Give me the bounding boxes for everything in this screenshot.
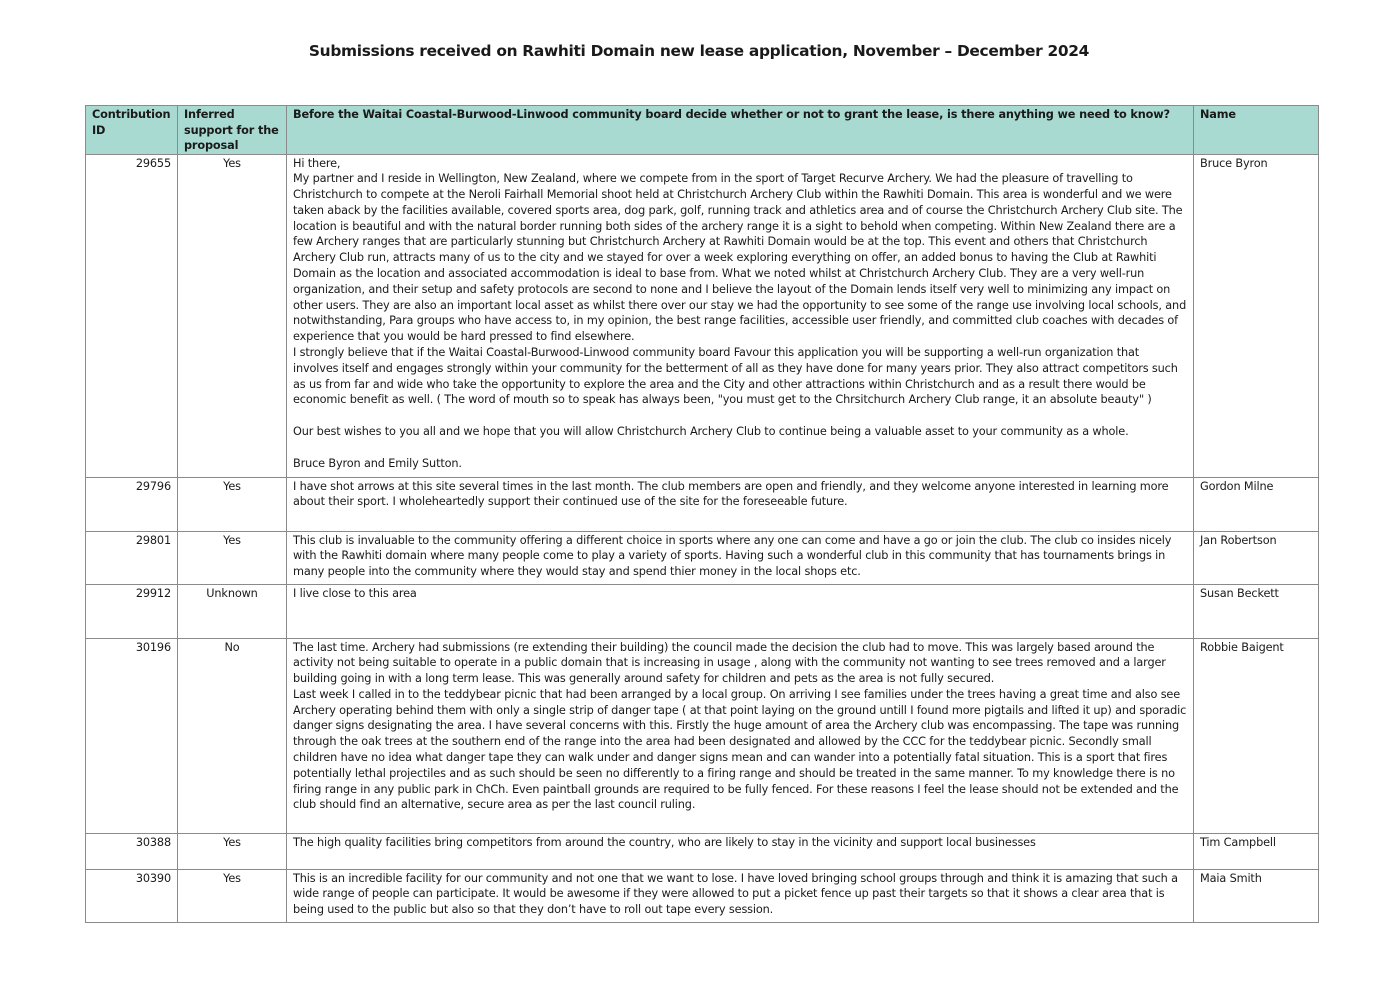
table-row xyxy=(86,833,1319,869)
submitter-name: Maia Smith xyxy=(1194,869,1319,922)
table-row xyxy=(86,477,1319,531)
submission-comment xyxy=(287,833,1194,869)
contribution-id: 29796 xyxy=(86,477,178,531)
table-header-row xyxy=(86,106,1319,155)
contribution-id: 30196 xyxy=(86,638,178,833)
table-row xyxy=(86,584,1319,638)
submission-comment xyxy=(287,531,1194,584)
submissions-table xyxy=(85,105,1319,923)
table-row xyxy=(86,531,1319,584)
comment-paragraph: Hi there, xyxy=(293,156,341,170)
inferred-support: Unknown xyxy=(178,584,287,638)
contribution-id: 29912 xyxy=(86,584,178,638)
comment-paragraph: My partner and I reside in Wellington, New Zealand, where we compete from in the sport of Target Recurve Archery. We had the pleasure of travelling to Christchurch to compete at the Neroli Fairhall Memorial shoot held at Christchurch Archery Club within the Rawhiti Domain. This area is wonderful and we were taken aback by the facilities available, covered sports area, dog park, golf, running track and athletics area and of course the Christchurch Archery Club site. The location is beautiful and with the natural border running both sides of the archery range it is a sight to behold when competing. Within New Zealand there are a few Archery ranges that are particularly stunning but Christchurch Archery at Rawhiti Domain would be at the top. This event and others that Christchurch Archery Club run, attracts many of us to the city and we stayed for over a week exploring everything on offer, an added bonus to having the Club at Rawhiti Domain as the location and associated accommodation is ideal to base from. What we noted whilst at Christchurch Archery Club. They are a very well-run organization, and their setup and safety protocols are second to none and I believe the layout of the Domain lends itself very well to minimizing any impact on other users. They are also an important local asset as whilst there over our stay we had the opportunity to see some of the range use involving local schools, and notwithstanding, Para groups who have access to, in my opinion, the best range facilities, accessible user friendly, and committed club coaches with decades of experience that you would be hard pressed to find elsewhere. xyxy=(293,172,1187,344)
inferred-support: Yes xyxy=(178,869,287,922)
submission-comment xyxy=(287,477,1194,531)
comment-paragraph: I strongly believe that if the Waitai Coastal-Burwood-Linwood community board Favour this application you will be supporting a well-run organization that involves itself and engages strongly within your community for the betterment of all as they have done for many years prior. They also attract competitors such as us from far and wide who take the opportunity to explore the area and the City and other attractions within Christchurch and as a result there would be economic benefit as well. ( The word of mouth so to speak has always been, "you must get to the Chrsitchurch Archery Club range, it an absolute beauty" ) xyxy=(293,346,1178,407)
comment-paragraph: Our best wishes to you all and we hope that you will allow Christchurch Archery Club to continue being a valuable asset to your community as a whole. xyxy=(293,425,1129,439)
document-title: Submissions received on Rawhiti Domain new lease application, November – December 2024 xyxy=(308,42,1090,60)
contribution-id: 29655 xyxy=(86,154,178,477)
comment-paragraph: Last week I called in to the teddybear picnic that had been arranged by a local group. On arriving I see families under the trees having a great time and also see Archery operating behind them with only a single strip of danger tape ( at that point laying on the ground untill I found more pigtails and lifted it up) and sporadic danger signs designating the area. I have several concerns with this. Firstly the huge amount of area the Archery club was encompassing. The tape was running through the oak trees at the southern end of the range into the area had been designated and allowed by the CCC for the teddybear picnic. Secondly small children have no idea what danger tape they can walk under and danger signs mean and can wander into a potentially fatal situation. This is a sport that fires potentially lethal projectiles and as such should be seen no differently to a firing range and should be treated in the same manner. To my knowledge there is no firing range in any public park in ChCh. Even paintball grounds are required to be fully fenced. For these reasons I feel the lease should not be extended and the club should find an alternative, secure area as per the last council ruling. xyxy=(293,687,1187,812)
header-question: Before the Waitai Coastal-Burwood-Linwood community board decide whether or not to grant the lease, is there anything we need to know? xyxy=(287,106,1194,155)
header-inferred-support: Inferred support for the proposal xyxy=(178,106,287,155)
submission-comment xyxy=(287,584,1194,638)
inferred-support: Yes xyxy=(178,154,287,477)
submitter-name: Jan Robertson xyxy=(1194,531,1319,584)
comment-paragraph: The high quality facilities bring competitors from around the country, who are likely to stay in the vicinity and support local businesses xyxy=(293,835,1036,849)
inferred-support: Yes xyxy=(178,531,287,584)
table-row xyxy=(86,154,1319,477)
inferred-support: No xyxy=(178,638,287,833)
header-name: Name xyxy=(1194,106,1319,155)
submitter-name: Gordon Milne xyxy=(1194,477,1319,531)
comment-paragraph: This club is invaluable to the community offering a different choice in sports where any one can come and have a go or join the club. The club co insides nicely with the Rawhiti domain where many people come to play a variety of sports. Having such a wonderful club in this community that has tournaments brings in many people into the community where they would stay and spend thier money in the local shops etc. xyxy=(293,533,1172,579)
submitter-name: Tim Campbell xyxy=(1194,833,1319,869)
submitter-name: Susan Beckett xyxy=(1194,584,1319,638)
comment-paragraph: I live close to this area xyxy=(293,586,417,600)
submitter-name: Bruce Byron xyxy=(1194,154,1319,477)
submission-comment xyxy=(287,869,1194,922)
contribution-id: 30390 xyxy=(86,869,178,922)
table-row xyxy=(86,869,1319,922)
comment-paragraph: Bruce Byron and Emily Sutton. xyxy=(293,456,462,470)
header-contribution-id: Contribution ID xyxy=(86,106,178,155)
contribution-id: 30388 xyxy=(86,833,178,869)
comment-paragraph: I have shot arrows at this site several times in the last month. The club members are open and friendly, and they welcome anyone interested in learning more about their sport. I wholeheartedly support their continued use of the site for the foreseeable future. xyxy=(293,479,1169,509)
contribution-id: 29801 xyxy=(86,531,178,584)
submitter-name: Robbie Baigent xyxy=(1194,638,1319,833)
inferred-support: Yes xyxy=(178,833,287,869)
submission-comment xyxy=(287,154,1194,477)
comment-paragraph: This is an incredible facility for our community and not one that we want to lose. I have loved bringing school groups through and think it is amazing that such a wide range of people can participate. It would be awesome if they were allowed to put a picket fence up past their targets so that it shows a clear area that is being used to the public but also so that they don’t have to roll out tape every session. xyxy=(293,871,1178,917)
table-row xyxy=(86,638,1319,833)
inferred-support: Yes xyxy=(178,477,287,531)
comment-paragraph: The last time. Archery had submissions (re extending their building) the council made the decision the club had to move. This was largely based around the activity not being suitable to operate in a public domain that is increasing in usage , along with the community not wanting to see trees removed and a larger building going in with a long term lease. This was generally around safety for children and pets as the area is not fully secured. xyxy=(293,640,1166,686)
submission-comment xyxy=(287,638,1194,833)
